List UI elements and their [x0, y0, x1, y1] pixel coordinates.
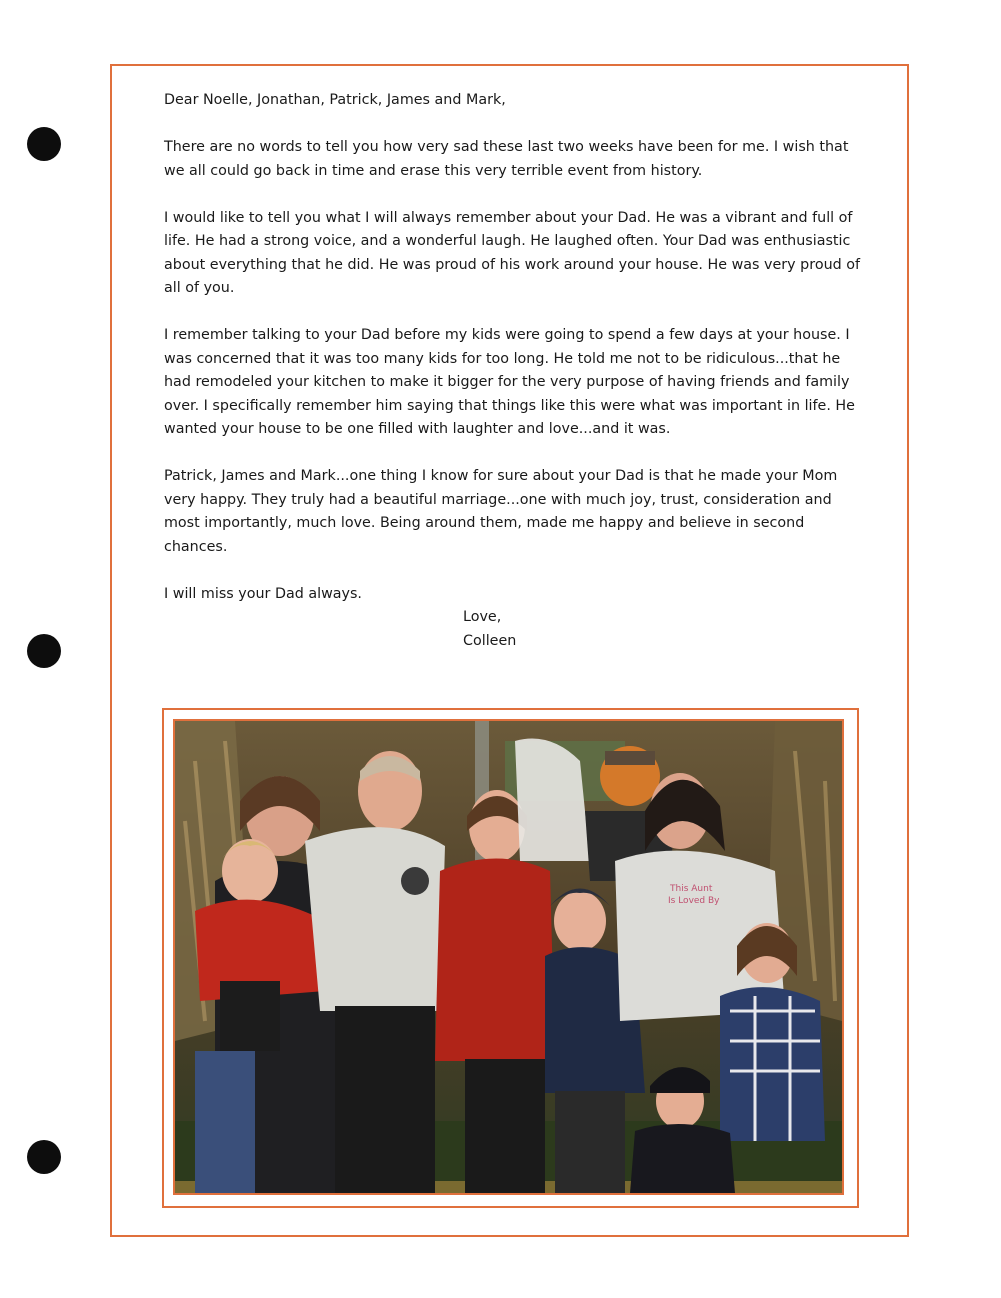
paragraph-2: I would like to tell you what I will always remember about your Dad. He was a vibrant and full of life. He had a strong voice, and a wonderful laugh. He laughed often. Your Dad was enthusiastic about everything that he did. He was proud of his work around your house. He was very proud of all of you.	[164, 209, 861, 296]
paragraph-4: Patrick, James and Mark...one thing I know for sure about your Dad is that he made your Mom very happy. They truly had a beautiful marriage...one with much joy, trust, consideration and most importantly, much love. Being around them, made me happy and believe in second chances.	[164, 468, 838, 555]
closing-block	[463, 606, 516, 653]
svg-text:Is Loved By: Is Loved By	[668, 896, 720, 906]
salutation: Dear Noelle, Jonathan, Patrick, James and Mark,	[164, 92, 506, 108]
signature: Colleen	[463, 632, 517, 649]
punch-hole-bottom	[27, 1140, 61, 1174]
letter-body	[164, 89, 864, 630]
punch-hole-top	[27, 127, 61, 161]
family-photo	[173, 719, 844, 1195]
family-photo-image	[175, 721, 842, 1193]
paragraph-1: There are no words to tell you how very sad these last two weeks have been for me. I wish that we all could go back in time and erase this very terrible event from history.	[164, 139, 849, 179]
svg-text:This Aunt: This Aunt	[670, 884, 713, 894]
closing-line: Love,	[463, 609, 502, 625]
paragraph-5: I will miss your Dad always.	[164, 585, 362, 602]
punch-hole-middle	[27, 634, 61, 668]
paragraph-3: I remember talking to your Dad before my kids were going to spend a few days at your house. I was concerned that it was too many kids for too long. He told me not to be ridiculous...that he had remodeled your kitchen to make it bigger for the very purpose of having friends and family over. I specifically remember him saying that things like this were what was important in life. He wanted your house to be one filled with laughter and love...and it was.	[164, 327, 855, 437]
